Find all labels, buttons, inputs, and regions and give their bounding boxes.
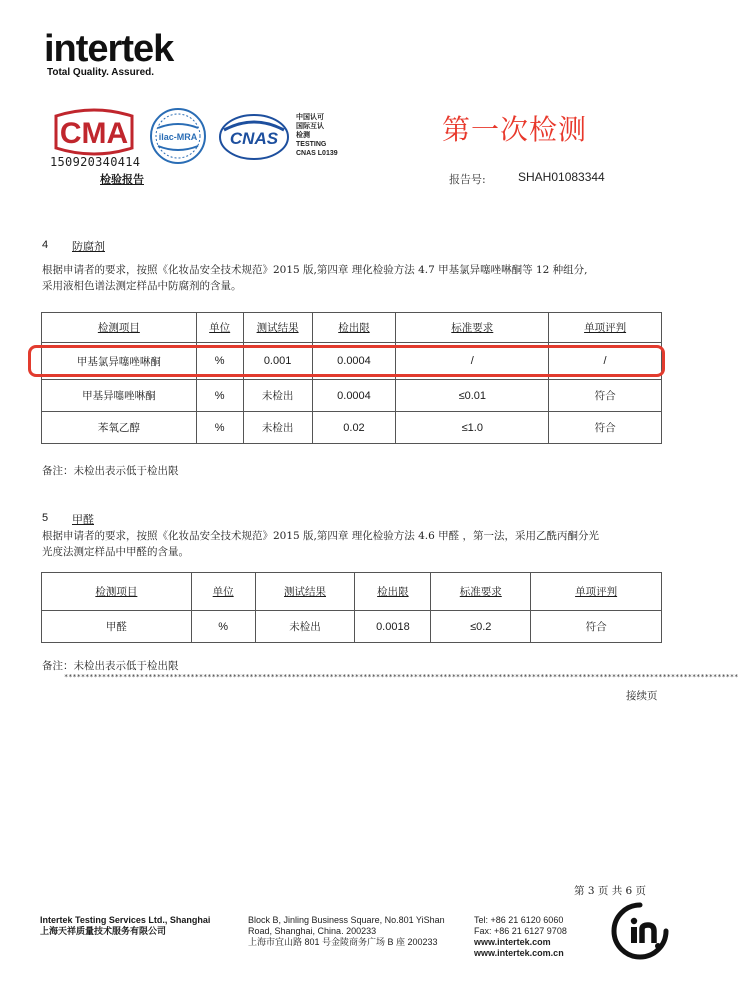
website-link[interactable]: www.intertek.com: [474, 937, 551, 947]
footer-address: [248, 915, 445, 948]
cnas-text: CNAS: [229, 129, 279, 148]
table-cell: 未检出: [243, 380, 312, 412]
table-cell: 苯氧乙醇: [42, 412, 197, 444]
footer-contact: [474, 915, 567, 959]
header-cell: 标准要求: [396, 313, 549, 343]
website-link[interactable]: www.intertek.com.cn: [474, 948, 564, 958]
table-cell: 符合: [549, 412, 662, 444]
formaldehyde-table: [41, 572, 662, 643]
header-cell: 检出限: [355, 573, 431, 611]
telephone: Tel: +86 21 6120 6060: [474, 915, 564, 925]
table-cell: 未检出: [255, 611, 355, 643]
section-4-number: 4: [42, 239, 49, 251]
red-highlight-box: [28, 345, 665, 377]
table-cell: 甲醛: [42, 611, 192, 643]
section-4-note: 备注：未检出表示低于检出限: [42, 465, 179, 477]
section-4-description: [42, 262, 587, 294]
table-row: [42, 380, 662, 412]
table-cell: /: [396, 343, 549, 380]
table-cell: ≤0.2: [431, 611, 531, 643]
table-cell: 0.001: [243, 343, 312, 380]
header-cell: 单项评判: [549, 313, 662, 343]
cnas-line: 检测: [296, 132, 310, 139]
cma-text: CMA: [59, 117, 129, 150]
ilac-text: ilac-MRA: [158, 132, 198, 142]
table-cell: 符合: [549, 380, 662, 412]
table-cell: 符合: [531, 611, 662, 643]
paragraph-line: 根据申请者的要求，按照《化妆品安全技术规范》2015 版,第四章 理化检验方法 4.7 甲基氯异噻唑啉酮等 12 种组分,: [42, 264, 588, 276]
table-cell: 甲基氯异噻唑啉酮: [42, 343, 197, 380]
ilac-mra-logo-icon: [148, 106, 208, 166]
table-cell: 0.0018: [355, 611, 431, 643]
preservatives-table: [41, 312, 662, 444]
paragraph-line: 采用液相色谱法测定样品中防腐剂的含量。: [42, 280, 242, 292]
company-name-en: Intertek Testing Services Ltd., Shanghai: [40, 915, 211, 925]
header-cell: 单位: [191, 573, 255, 611]
table-cell: %: [196, 412, 243, 444]
header-cell: 标准要求: [431, 573, 531, 611]
page-number: 第 3 页 共 6 页: [574, 885, 647, 897]
header-cell: 单项评判: [531, 573, 662, 611]
intertek-in-logo-icon: [610, 901, 670, 961]
table-cell: ≤0.01: [396, 380, 549, 412]
intertek-logo: intertek: [44, 28, 174, 70]
first-test-title: 第一次检测: [442, 113, 588, 146]
header-cell: 检测项目: [42, 573, 192, 611]
report-number: SHAH01083344: [518, 170, 605, 184]
footer-company: [40, 915, 210, 937]
header-cell: 测试结果: [255, 573, 355, 611]
table-cell: 甲基异噻唑啉酮: [42, 380, 197, 412]
address-line: Road, Shanghai, China. 200233: [248, 926, 377, 936]
header-cell: 检测项目: [42, 313, 197, 343]
logo-tagline: Total Quality. Assured.: [47, 67, 155, 78]
address-line: 上海市宜山路 801 号金陵商务广场 B 座 200233: [248, 937, 438, 947]
cnas-line: 中国认可: [296, 114, 324, 121]
cnas-line: CNAS L0139: [296, 150, 338, 157]
cnas-logo-icon: [218, 112, 290, 162]
header-cell: 检出限: [312, 313, 396, 343]
report-number-label: 报告号:: [449, 173, 486, 186]
table-cell: %: [196, 380, 243, 412]
section-5-title: 甲醛: [72, 513, 94, 526]
cnas-line: TESTING: [296, 141, 327, 148]
fax: Fax: +86 21 6127 9708: [474, 926, 567, 936]
paragraph-line: 光度法测定样品中甲醛的含量。: [42, 546, 189, 558]
cma-seal-icon: [50, 108, 138, 156]
table-row: [42, 611, 662, 643]
table-row: [42, 412, 662, 444]
table-cell: 未检出: [243, 412, 312, 444]
address-line: Block B, Jinling Business Square, No.801 YiShan: [248, 915, 445, 925]
cnas-accreditation-text: [296, 113, 338, 158]
section-5-number: 5: [42, 512, 49, 524]
table-cell: /: [549, 343, 662, 380]
section-4-title: 防腐剂: [72, 240, 105, 253]
company-name-cn: 上海天祥质量技术服务有限公司: [40, 926, 167, 936]
table-cell: ≤1.0: [396, 412, 549, 444]
section-5-note: 备注：未检出表示低于检出限: [42, 660, 179, 672]
continued-label: 接续页: [626, 690, 658, 702]
cnas-line: 国际互认: [296, 123, 324, 130]
end-of-section-divider: ****************************************************************************************************************************************************************: [64, 673, 738, 681]
table-cell: 0.0004: [312, 380, 396, 412]
table-header-row: [42, 313, 662, 343]
report-label: 检验报告: [100, 174, 144, 186]
table-header-row: [42, 573, 662, 611]
section-5-description: [42, 528, 599, 560]
table-cell: 0.02: [312, 412, 396, 444]
table-cell: %: [191, 611, 255, 643]
header-cell: 测试结果: [243, 313, 312, 343]
cma-number: 150920340414: [50, 155, 141, 169]
table-cell: 0.0004: [312, 343, 396, 380]
table-cell: %: [196, 343, 243, 380]
paragraph-line: 根据申请者的要求，按照《化妆品安全技术规范》2015 版,第四章 理化检验方法 4.6 甲醛 ，第一法，采用乙酰丙酮分光: [42, 530, 599, 542]
header-cell: 单位: [196, 313, 243, 343]
